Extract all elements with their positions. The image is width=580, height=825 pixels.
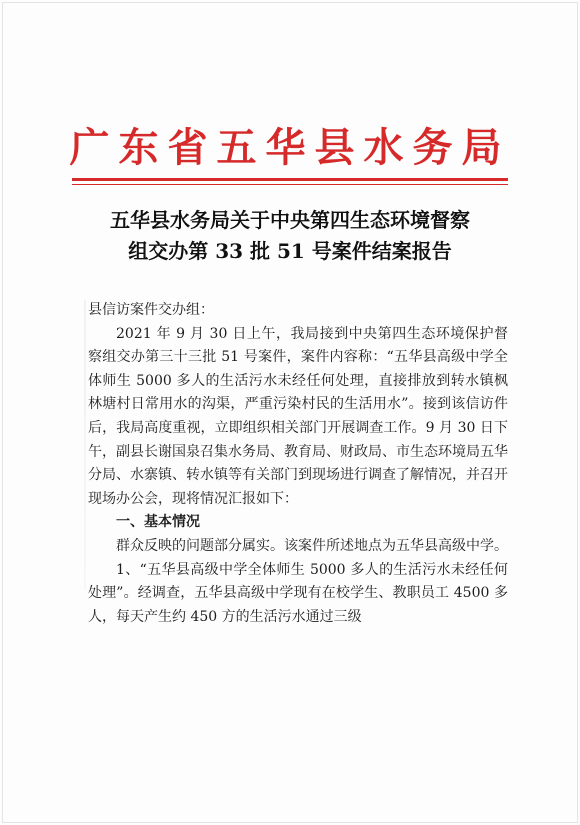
document-body bbox=[88, 299, 508, 629]
document-title-line-2: 组交办第 33 批 51 号案件结案报告 bbox=[128, 239, 452, 263]
document-title bbox=[60, 205, 520, 267]
letterhead-rule-thin bbox=[72, 184, 508, 185]
section-heading-basic-info: 一、基本情况 bbox=[116, 514, 200, 531]
letterhead-rule-thick bbox=[72, 178, 508, 181]
salutation: 县信访案件交办组： bbox=[88, 302, 214, 318]
paragraph-intro: 2021 年 9 月 30 日上午，我局接到中央第四生态环境保护督察组交办第三十三批 51 号案件，案件内容称：“五华县高级中学全体师生 5000 多人的生活污水未经任何处理，直接排放到转水镇枫林塘村日常用水的沟渠，严重污染村民的生活用水”。接到该信访件后，我局高度重视，立即组织相关部门开展调查工作。9 月 30 日下午，副县长谢国泉召集水务局、教育局、财政局、市生态环境局五华分局、水寨镇、转水镇等有关部门到现场进行调查了解情况，并召开现场办公会，现将情况汇报如下： bbox=[88, 325, 508, 507]
paragraph-finding: 群众反映的问题部分属实。该案件所述地点为五华县高级中学。 bbox=[116, 537, 508, 554]
scan-shadow bbox=[84, 300, 86, 590]
paragraph-item-1: 1、“五华县高级中学全体师生 5000 多人的生活污水未经任何处理”。经调查，五华县高级中学现有在校学生、教职员工 4500 多人，每天产生约 450 方的生活污水通过三级 bbox=[88, 561, 508, 625]
document-title-line-1: 五华县水务局关于中央第四生态环境督察 bbox=[110, 208, 470, 232]
letterhead-title: 广东省五华县水务局 bbox=[69, 124, 511, 171]
